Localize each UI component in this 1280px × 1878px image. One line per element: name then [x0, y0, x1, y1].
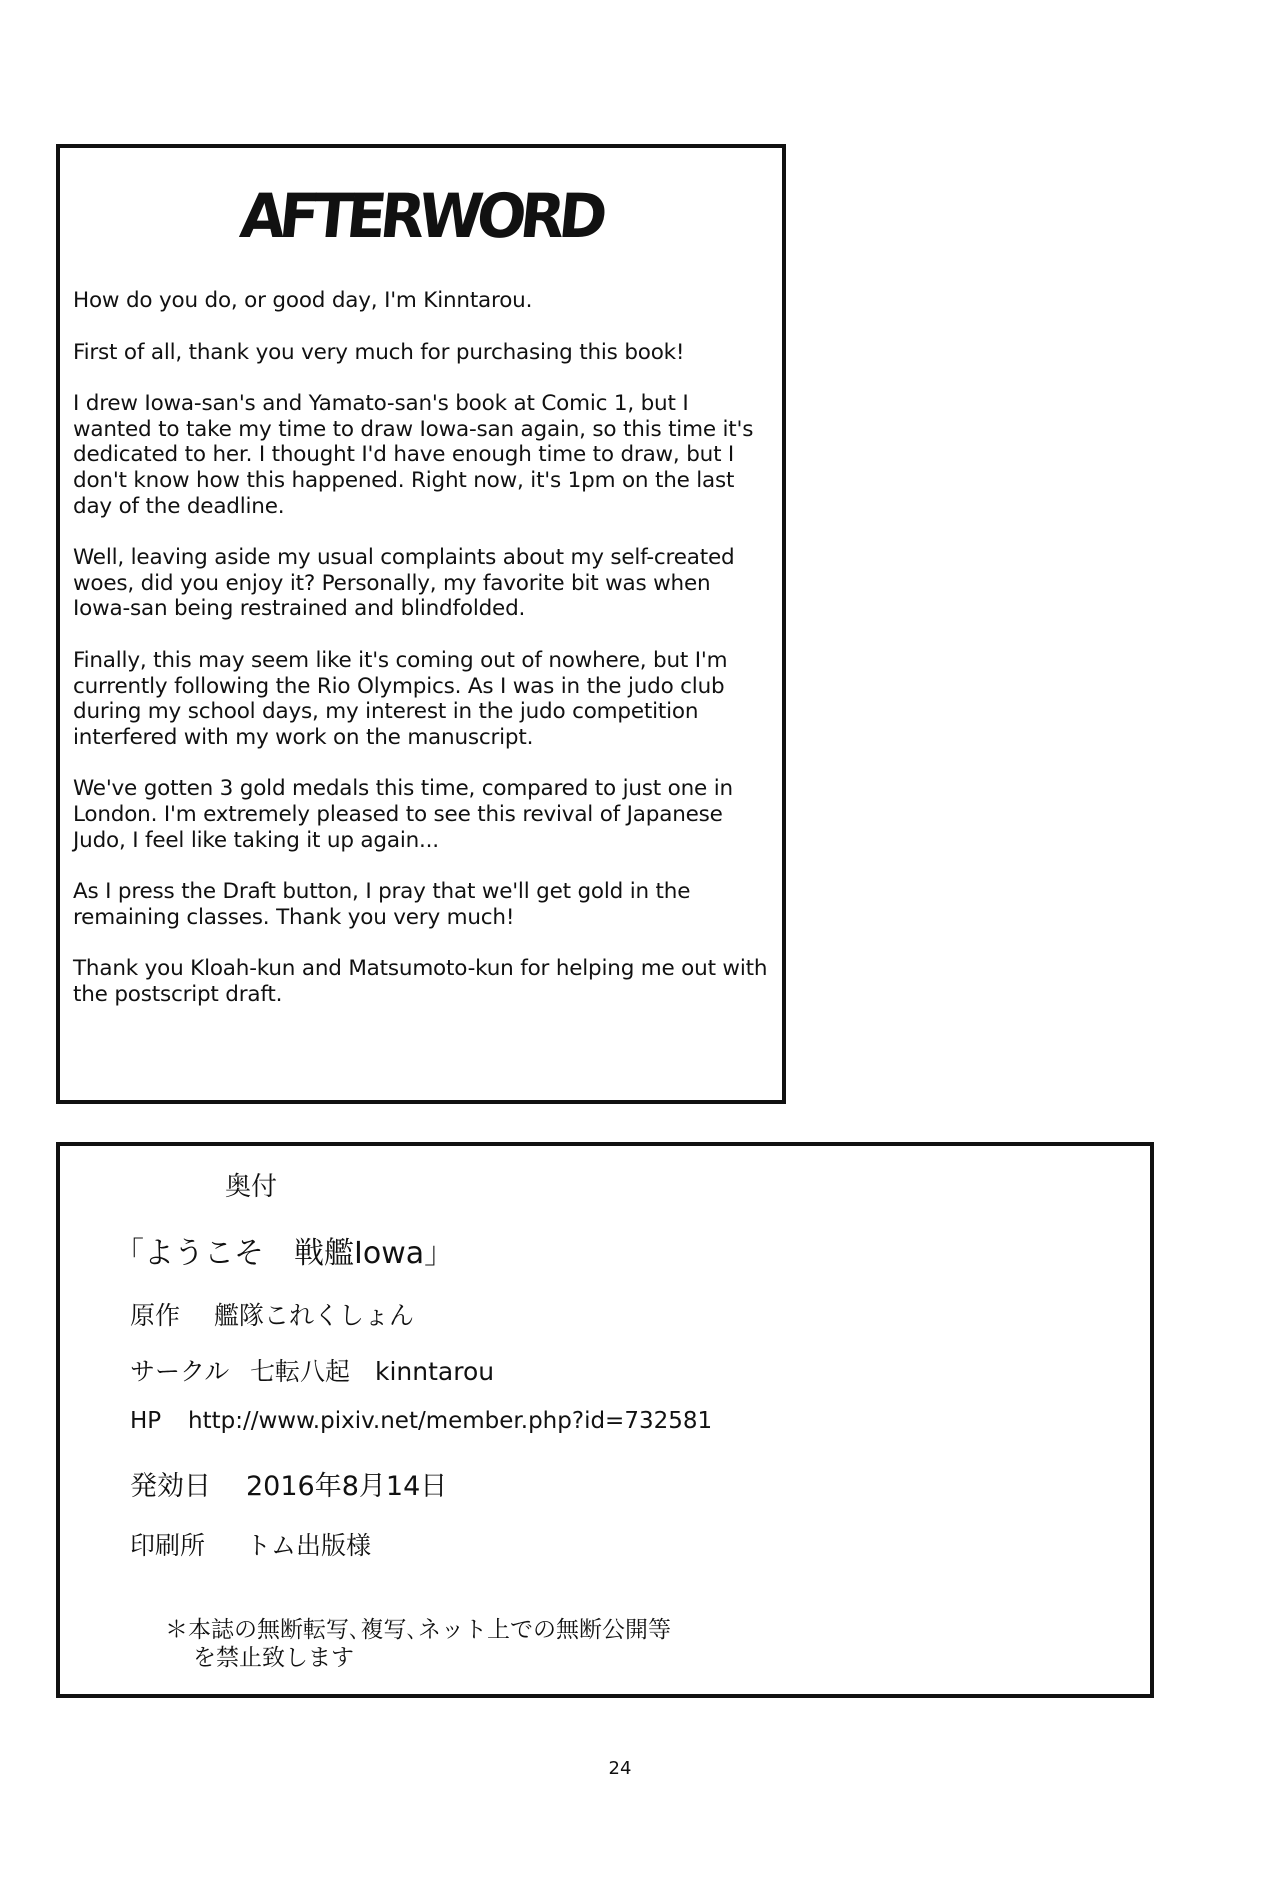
printer-label: 印刷所: [130, 1531, 206, 1560]
book-title: 「ようこそ 戦艦Iowa」: [114, 1236, 455, 1271]
afterword-box: [56, 144, 786, 1104]
printer-value: トム出版様: [246, 1531, 372, 1560]
homepage-label: HP: [130, 1408, 162, 1434]
publish-date-value: 2016年8月14日: [246, 1471, 448, 1502]
copyright-notice-line-2: を禁止致します: [193, 1645, 354, 1671]
afterword-paragraph-8: Thank you Kloah-kun and Matsumoto-kun for helping me out with the postscript draft.: [73, 956, 768, 1007]
original-work-row: [130, 1296, 414, 1332]
afterword-paragraph-1: How do you do, or good day, I'm Kinntarou.: [73, 288, 533, 313]
afterword-paragraph-3: I drew Iowa-san's and Yamato-san's book at Comic 1, but I wanted to take my time to draw Iowa-san again, so this time it's dedicated to her. I thought I'd have enough time to draw, but I don't know how this happened. Right now, it's 1pm on the last day of the deadline.: [73, 391, 754, 519]
afterword-title: AFTERWORD: [237, 180, 605, 252]
afterword-paragraph-5: Finally, this may seem like it's coming out of nowhere, but I'm currently following the Rio Olympics. As I was in the judo club during my school days, my interest in the judo competition interfered with my work on the manuscript.: [73, 647, 728, 750]
circle-value: 七転八起 kinntarou: [250, 1357, 495, 1386]
publish-date-label: 発効日: [130, 1471, 211, 1502]
colophon-heading: 奥付: [225, 1172, 278, 1202]
afterword-paragraph-4: Well, leaving aside my usual complaints about my self-created woes, did you enjoy it? Personally, my favorite bit was when Iowa-san being restrained and blindfolded.: [73, 545, 735, 622]
afterword-paragraph-7: As I press the Draft button, I pray that we'll get gold in the remaining classes. Thank you very much!: [73, 879, 691, 930]
colophon-box: [56, 1142, 1154, 1698]
copyright-notice: [165, 1616, 671, 1672]
afterword-paragraph-6: We've gotten 3 gold medals this time, compared to just one in London. I'm extremely pleased to see this revival of Japanese Judo, I feel like taking it up again...: [73, 776, 733, 853]
publish-date-row: [130, 1464, 447, 1503]
afterword-body: [73, 288, 773, 1033]
circle-row: [130, 1352, 494, 1388]
homepage-row: [130, 1408, 712, 1434]
printer-row: [130, 1526, 371, 1562]
afterword-paragraph-2: First of all, thank you very much for purchasing this book!: [73, 339, 685, 365]
original-work-value: 艦隊これくしょん: [214, 1301, 415, 1330]
page-number: 24: [608, 1758, 632, 1779]
original-work-label: 原作: [130, 1301, 181, 1330]
copyright-notice-line-1: ＊本誌の無断転写､複写､ネット上での無断公開等: [165, 1617, 671, 1643]
homepage-url: http://www.pixiv.net/member.php?id=732581: [188, 1408, 713, 1434]
circle-label: サークル: [130, 1357, 230, 1386]
